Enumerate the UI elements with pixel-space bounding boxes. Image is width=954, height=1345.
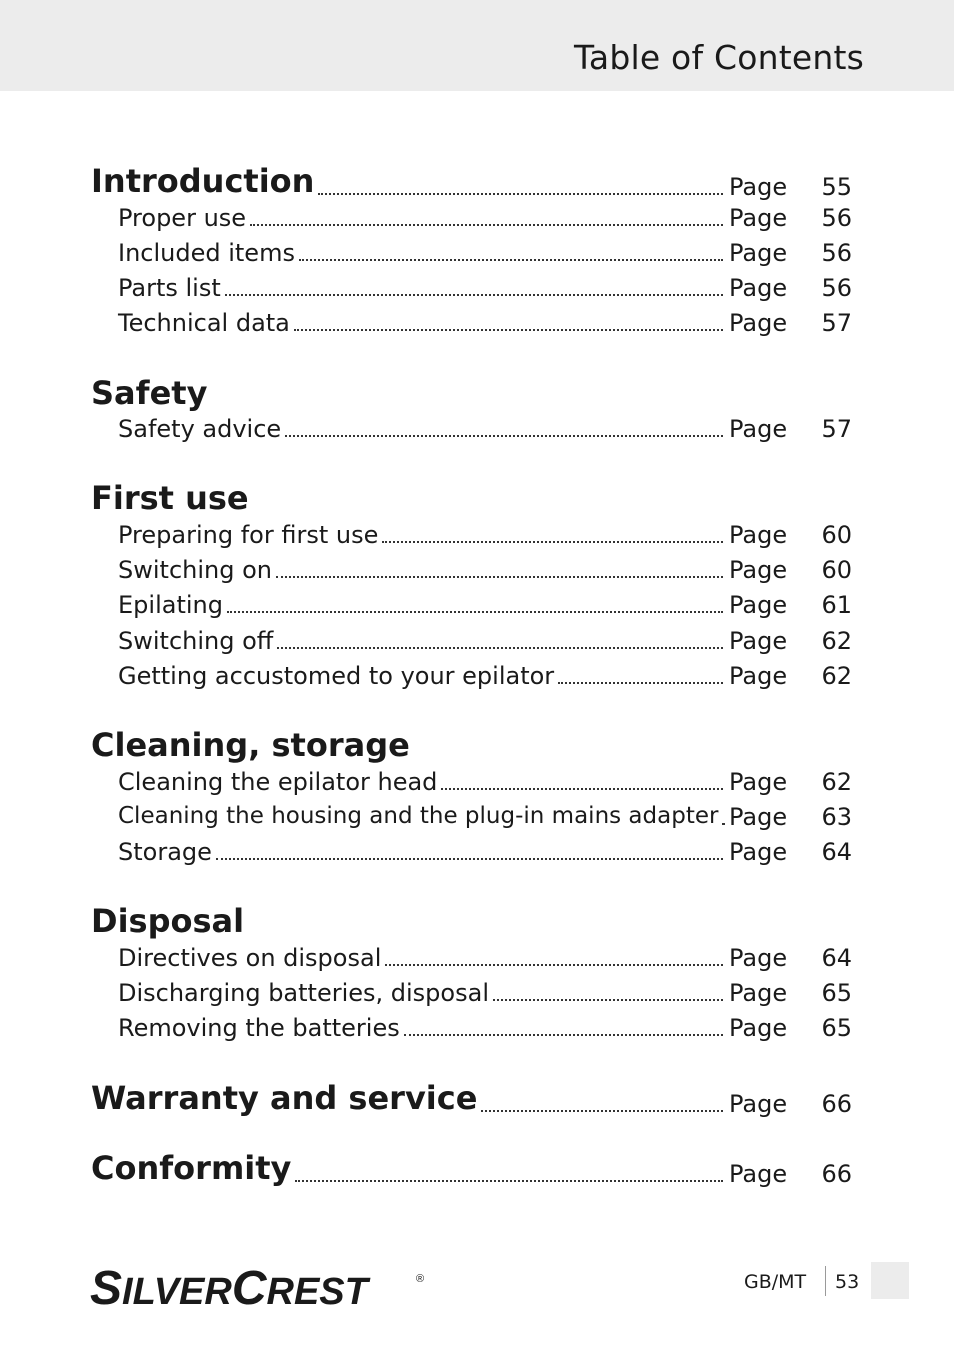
footer-tab-marker [871,1262,909,1299]
toc-entry-label: Directives on disposal [118,944,385,972]
page-number: 64 [821,944,852,972]
page-number: 57 [821,415,852,443]
toc-entry-label: Getting accustomed to your epilator [118,662,558,690]
toc-entry-label: Safety advice [118,415,285,443]
page-number: 65 [821,1014,852,1042]
toc-entry-storage[interactable] [0,834,954,868]
page-word: Page [729,309,788,337]
dot-leader [481,1110,723,1112]
toc-entry-label: Technical data [118,309,294,337]
dot-leader [285,435,723,437]
toc-entry-label: Switching off [118,627,277,655]
toc-entry-label: Switching on [118,556,276,584]
toc-entry-cleaning-housing[interactable] [0,799,954,833]
toc-entry-label: Warranty and service [91,1079,481,1117]
page-number: 66 [821,1160,852,1188]
page-word: Page [729,1014,788,1042]
page-number: 57 [821,309,852,337]
toc-entry-discharging[interactable] [0,975,954,1009]
toc-entry-label: Removing the batteries [118,1014,404,1042]
toc-entry-label: Proper use [118,204,250,232]
toc-entry-removing-batteries[interactable] [0,1010,954,1044]
toc-entry-label: Introduction [91,162,318,200]
dot-leader [276,576,723,578]
dot-leader [277,647,723,649]
page-number: 56 [821,274,852,302]
toc-entry-label: Epilating [118,591,227,619]
page-word: Page [729,204,788,232]
toc-entry-safety-advice[interactable] [0,411,954,445]
footer-page-number: 53 [835,1271,860,1293]
page-word: Page [729,173,788,201]
page-number: 60 [821,521,852,549]
toc-entry-label: Preparing for first use [118,521,382,549]
section-heading-cleaning-storage: Cleaning, storage [91,726,410,764]
dot-leader [318,193,723,195]
page-word: Page [729,591,788,619]
toc-entry-label: Discharging batteries, disposal [118,979,493,1007]
page-word: Page [729,274,788,302]
toc-entry-introduction[interactable] [0,162,954,201]
dot-leader [493,999,723,1001]
dot-leader [295,1180,723,1182]
toc-entry-included-items[interactable] [0,235,954,269]
page-number: 66 [821,1090,852,1118]
toc-entry-cleaning-head[interactable] [0,764,954,798]
page-number: 62 [821,768,852,796]
toc-entry-label: Storage [118,838,216,866]
page-word: Page [729,556,788,584]
dot-leader [382,541,723,543]
page-word: Page [729,838,788,866]
toc-entry-technical-data[interactable] [0,305,954,339]
toc-entry-switching-off[interactable] [0,623,954,657]
toc-entry-label: Parts list [118,274,225,302]
page-number: 64 [821,838,852,866]
page-number: 65 [821,979,852,1007]
dot-leader [441,788,723,790]
dot-leader [385,964,723,966]
footer-divider [825,1266,826,1296]
page-number: 55 [821,173,852,201]
dot-leader [227,611,723,613]
page-number: 56 [821,239,852,267]
page-number: 62 [821,627,852,655]
toc-entry-directives[interactable] [0,940,954,974]
page-word: Page [729,521,788,549]
silvercrest-logo [90,1262,430,1310]
toc-entry-label: Cleaning the housing and the plug-in mains adapter [118,803,722,829]
page-word: Page [729,1160,788,1188]
dot-leader [404,1034,723,1036]
toc-entry-conformity[interactable] [0,1149,954,1188]
toc-entry-proper-use[interactable] [0,200,954,234]
page-title: Table of Contents [574,38,864,77]
page-word: Page [729,239,788,267]
page-number: 56 [821,204,852,232]
page-word: Page [729,944,788,972]
page-word: Page [729,768,788,796]
section-heading-first-use: First use [91,479,249,517]
dot-leader [558,682,723,684]
toc-entry-warranty[interactable] [0,1079,954,1118]
page-number: 60 [821,556,852,584]
page-word: Page [729,979,788,1007]
svg-text:SILVERCREST: SILVERCREST [90,1262,368,1310]
page-word: Page [729,1090,788,1118]
toc-entry-label: Included items [118,239,299,267]
page-word: Page [729,415,788,443]
dot-leader [299,259,723,261]
page-word: Page [729,627,788,655]
toc-entry-switching-on[interactable] [0,552,954,586]
toc-entry-epilating[interactable] [0,587,954,621]
dot-leader [250,224,723,226]
section-heading-safety: Safety [91,374,208,412]
dot-leader [225,294,723,296]
page-word: Page [729,803,788,831]
section-heading-disposal: Disposal [91,902,245,940]
page-number: 63 [821,803,852,831]
dot-leader [216,858,723,860]
toc-entry-preparing[interactable] [0,517,954,551]
toc-entry-parts-list[interactable] [0,270,954,304]
footer-region: GB/MT [744,1271,807,1293]
page-word: Page [729,662,788,690]
svg-text:®: ® [416,1273,425,1285]
toc-entry-label: Cleaning the epilator head [118,768,441,796]
dot-leader [294,329,723,331]
page-number: 62 [821,662,852,690]
page-number: 61 [821,591,852,619]
toc-entry-label: Conformity [91,1149,295,1187]
toc-entry-getting-accustomed[interactable] [0,658,954,692]
